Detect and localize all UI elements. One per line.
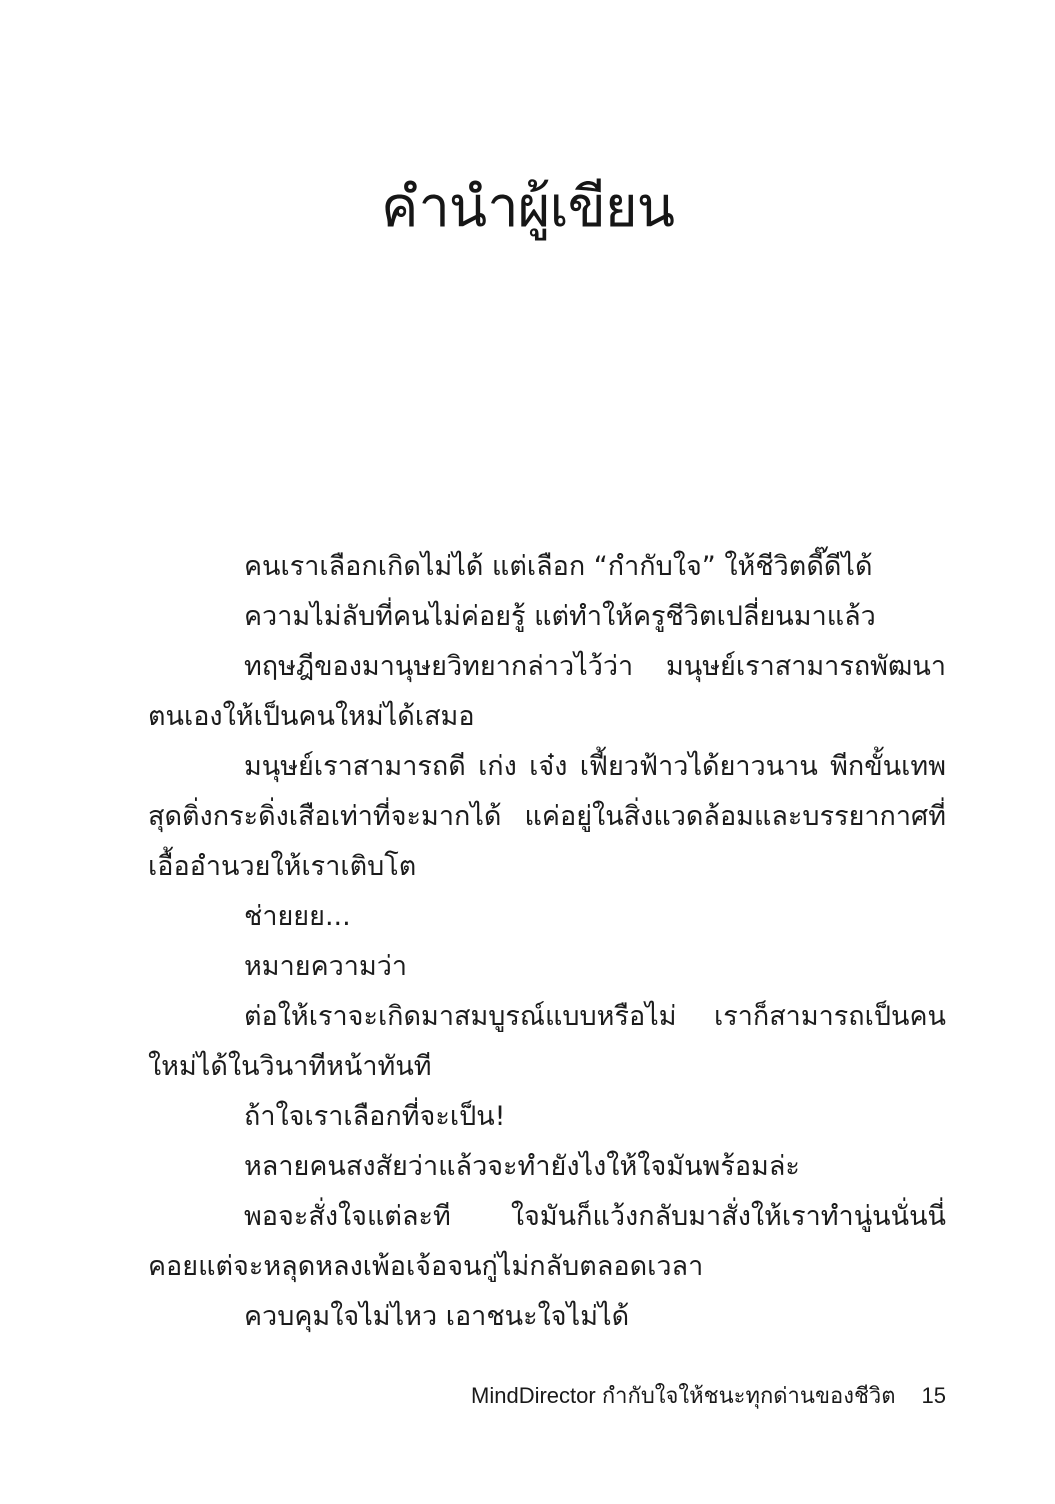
paragraph: หมายความว่า xyxy=(244,951,408,982)
paragraph: ความไม่ลับที่คนไม่ค่อยรู้ แต่ทำให้ครูชีวิตเปลี่ยนมาแล้ว xyxy=(244,601,876,632)
body-text xyxy=(148,542,946,1342)
paragraph: ทฤษฎีของมานุษยวิทยากล่าวไว้ว่า มนุษย์เราสามารถพัฒนาตนเองให้เป็นคนใหม่ได้เสมอ xyxy=(148,651,946,732)
paragraph: ควบคุมใจไม่ไหว เอาชนะใจไม่ได้ xyxy=(244,1301,630,1332)
paragraph: ต่อให้เราจะเกิดมาสมบูรณ์แบบหรือไม่ เราก็สามารถเป็นคนใหม่ได้ในวินาทีหน้าทันที xyxy=(148,1001,946,1082)
paragraph: คนเราเลือกเกิดไม่ได้ แต่เลือก “กำกับใจ” ให้ชีวิตดี๊ดีได้ xyxy=(244,551,873,582)
paragraph: ช่ายยย... xyxy=(244,901,351,932)
paragraph: หลายคนสงสัยว่าแล้วจะทำยังไงให้ใจมันพร้อมล่ะ xyxy=(244,1151,800,1182)
page-number: 15 xyxy=(921,1383,946,1408)
paragraph: มนุษย์เราสามารถดี เก่ง เจ๋ง เฟี้ยวฟ้าวได้ยาวนาน พีกขั้นเทพสุดติ่งกระดิ่งเสือเท่าที่จะมากได้ แค่อยู่ในสิ่งแวดล้อมและบรรยากาศที่เอื้ออำนวยให้เราเติบโต xyxy=(148,751,946,882)
page-footer xyxy=(0,1376,946,1416)
chapter-title: คำนำผู้เขียน xyxy=(381,175,674,240)
paragraph: ถ้าใจเราเลือกที่จะเป็น! xyxy=(244,1101,506,1132)
paragraph: พอจะสั่งใจแต่ละที ใจมันก็แว้งกลับมาสั่งให้เราทำนู่นนั่นนี่ คอยแต่จะหลุดหลงเพ้อเจ้อจนกู่ไม่กลับตลอดเวลา xyxy=(148,1201,946,1282)
running-title: MindDirector กำกับใจให้ชนะทุกด่านของชีวิต xyxy=(471,1383,896,1408)
